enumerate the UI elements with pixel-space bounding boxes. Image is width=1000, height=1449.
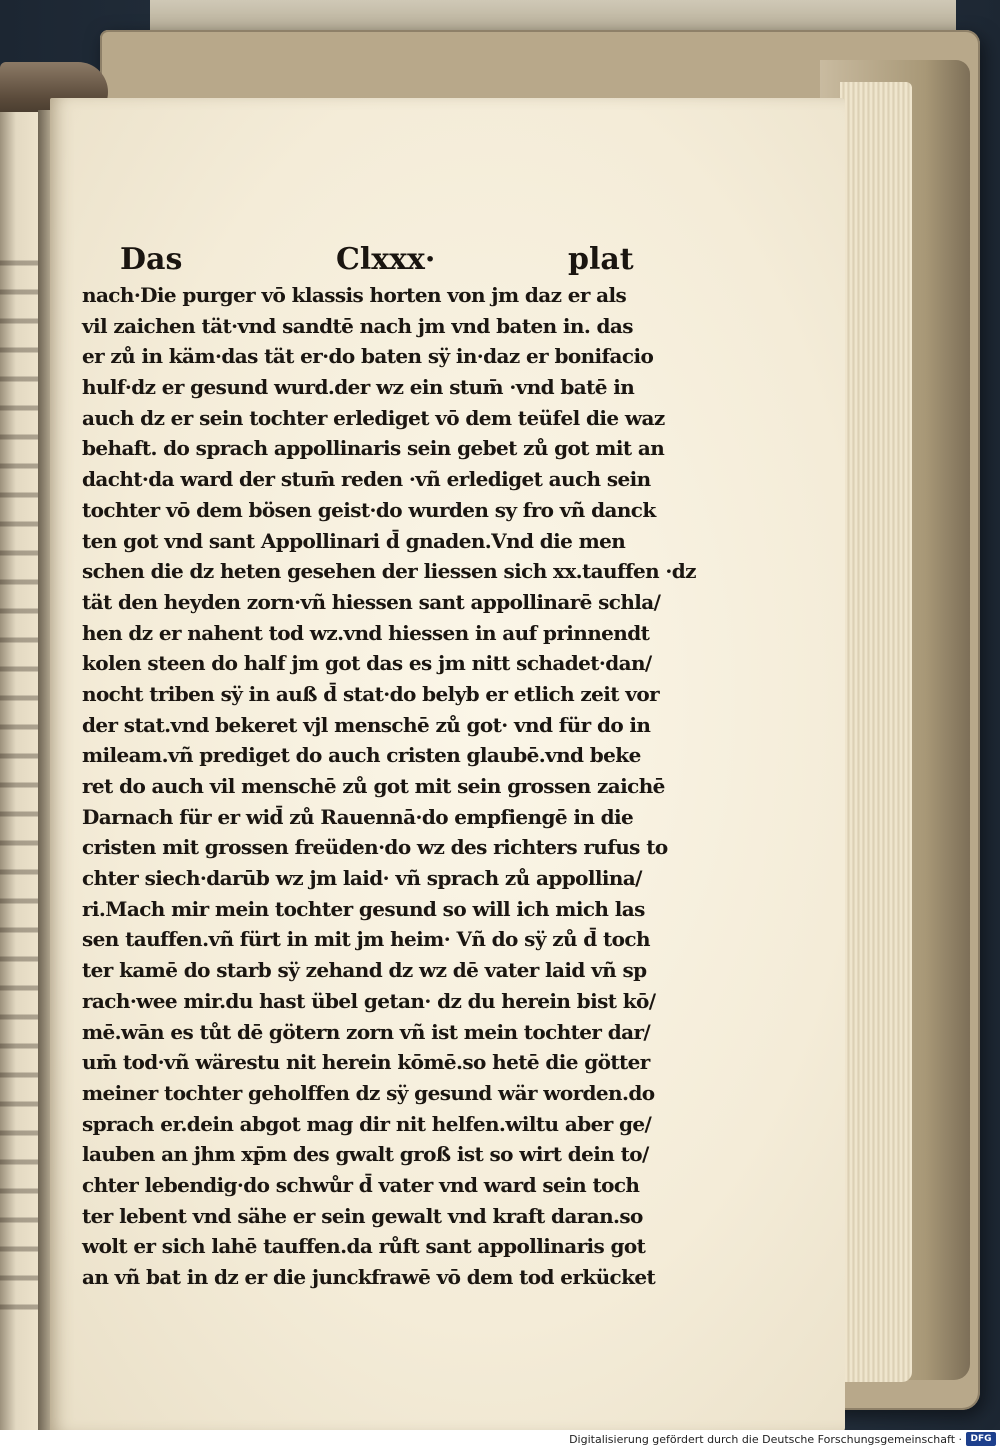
- text-line: tät den heyden zorn·vñ hiessen sant appollinarē schla/: [82, 589, 661, 614]
- funding-credit: Digitalisierung gefördert durch die Deutsche Forschungsgemeinschaft ·: [569, 1433, 962, 1446]
- footer-bar: [0, 1430, 1000, 1449]
- text-line: auch dz er sein tochter erlediget vō dem teüfel die waz: [82, 405, 665, 430]
- text-line: kolen steen do half jm got das es jm nitt schadet·dan/: [82, 651, 652, 676]
- text-line: ret do auch vil menschē zů got mit sein grossen zaichē: [82, 774, 665, 798]
- scan-top-edge: [150, 0, 956, 30]
- running-title: Das: [120, 242, 183, 277]
- text-line: nach·Die purger vō klassis horten von jm daz er als: [82, 283, 627, 307]
- text-line: lauben an jhm xp̄m des gwalt groß ist so wirt dein to/: [82, 1142, 649, 1167]
- text-line: meiner tochter geholffen dz sÿ gesund wär worden.do: [82, 1080, 655, 1105]
- text-line: sen tauffen.vñ fürt in mit jm heim· Vñ do sÿ zů d̄ toch: [82, 927, 650, 952]
- text-line: der stat.vnd bekeret vjl menschē zů got· vnd für do in: [82, 712, 651, 737]
- left-page-text-fragments: [0, 240, 38, 1320]
- text-line: tochter vō dem bösen geist·do wurden sy fro vñ danck: [82, 497, 656, 522]
- text-line: mē.wān es tůt dē götern zorn vñ ist mein tochter dar/: [82, 1019, 651, 1044]
- dfg-logo: DFG: [966, 1432, 996, 1446]
- text-line: hulf·dz er gesund wurd.der wz ein stum̄ ·vnd batē in: [82, 375, 635, 400]
- running-title-right: plat: [568, 242, 634, 277]
- folio-number: Clxxx·: [336, 242, 436, 277]
- text-line: mileam.vñ prediget do auch cristen glaubē.vnd beke: [82, 743, 641, 768]
- text-line: chter siech·darūb wz jm laid· vñ sprach zů appollina/: [82, 866, 642, 891]
- body-text: [82, 280, 696, 1293]
- text-line: rach·wee mir.du hast übel getan· dz du herein bist kō/: [82, 988, 656, 1013]
- text-line: vil zaichen tät·vnd sandtē nach jm vnd baten in. das: [82, 313, 633, 338]
- text-line: hen dz er nahent tod wz.vnd hiessen in auf prinnendt: [82, 620, 650, 645]
- page-edges: [840, 82, 912, 1382]
- text-line: wolt er sich lahē tauffen.da růft sant appollinaris got: [82, 1234, 646, 1259]
- text-line: ter kamē do starb sÿ zehand dz wz dē vater laid vñ sp: [82, 958, 647, 983]
- text-line: nocht triben sÿ in auß d̄ stat·do belyb er etlich zeit vor: [82, 681, 660, 706]
- text-line: dacht·da ward der stum̄ reden ·vñ erlediget auch sein: [82, 467, 651, 492]
- text-line: er zů in käm·das tät er·do baten sÿ in·daz er bonifacio: [82, 344, 654, 369]
- text-line: Darnach für er wid̄ zů Rauennā·do empfiengē in die: [82, 804, 634, 829]
- text-line: ter lebent vnd sähe er sein gewalt vnd kraft daran.so: [82, 1203, 643, 1228]
- text-line: cristen mit grossen freüden·do wz des richters rufus to: [82, 835, 668, 860]
- text-line: chter lebendig·do schwůr d̄ vater vnd ward sein toch: [82, 1172, 640, 1197]
- text-line: ten got vnd sant Appollinari d̄ gnaden.Vnd die men: [82, 528, 626, 553]
- text-line: schen die dz heten gesehen der liessen sich xx.tauffen ·dz: [82, 559, 696, 584]
- text-line: an vñ bat in dz er die junckfrawē vō dem tod erkücket: [82, 1265, 656, 1289]
- page-header: [120, 242, 640, 282]
- text-line: sprach er.dein abgot mag dir nit helfen.wiltu aber ge/: [82, 1111, 652, 1136]
- text-line: behaft. do sprach appollinaris sein gebet zů got mit an: [82, 436, 665, 461]
- text-line: um̄ tod·vñ wärestu nit herein kōmē.so hetē die götter: [82, 1050, 650, 1075]
- text-line: ri.Mach mir mein tochter gesund so will ich mich las: [82, 896, 645, 921]
